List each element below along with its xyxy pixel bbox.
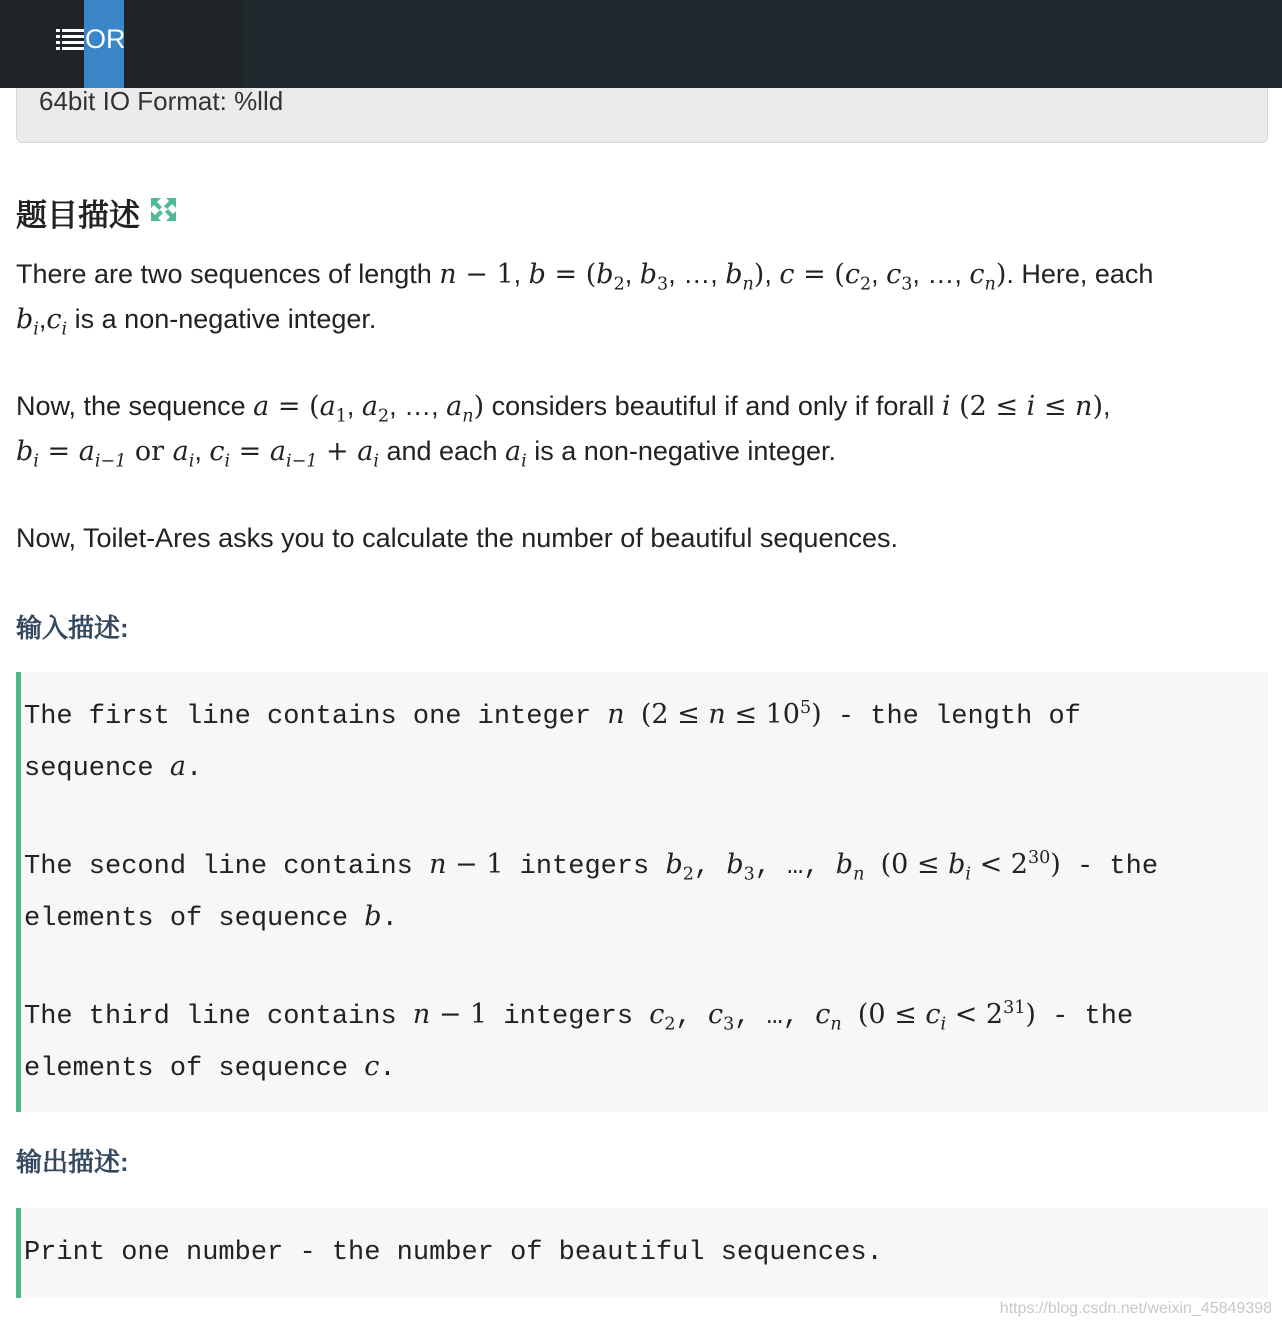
output-line-1: Print one number - the number of beautiful sequences. xyxy=(24,1238,883,1268)
top-navbar xyxy=(0,0,1282,88)
list-icon[interactable] xyxy=(56,28,84,50)
watermark: https://blog.csdn.net/weixin_45849398 xyxy=(999,1300,1272,1317)
input-line-2: sequence a. xyxy=(24,751,203,784)
input-line-4: elements of sequence b. xyxy=(24,901,398,934)
expand-icon[interactable] xyxy=(150,197,177,222)
description-paragraph-3: Now, Toilet-Ares asks you to calculate the number of beautiful sequences. xyxy=(16,523,898,553)
input-line-6: elements of sequence c. xyxy=(24,1051,396,1084)
input-description-title: 输入描述: xyxy=(16,613,129,643)
problem-info-box xyxy=(16,88,1268,143)
brand-logo-text[interactable]: OR xyxy=(85,24,126,54)
io-format: 64bit IO Format: %lld xyxy=(39,86,284,116)
problem-description-title: 题目描述 xyxy=(16,198,140,233)
description-paragraph-2: Now, the sequence $a = (a_1$, $a_2$, …, $a_n$) considers beautiful if and only if forall i (2 ≤ i ≤ n), $b_i = a_{i-1}$ or $a_i$, $c_i = a_{i-1} + a_i$ and each $a_i$ is a non-negative integer. xyxy=(16,391,1111,472)
description-paragraph-1: There are two sequences of length n − 1, $b = (b_2$, $b_3$, …, $b_n$), $c = (c_2$, $c_3$, …, $c_n$). Here, each $b_i,c_i$ is a non-negative integer. xyxy=(16,259,1154,340)
input-line-3: The second line contains n − 1 integers $b_2$, $b_3$, …, $b_n$ $(0 \le b_i < 2^{30})$ - the xyxy=(24,848,1159,885)
output-description-title: 输出描述: xyxy=(16,1147,129,1177)
input-line-5: The third line contains n − 1 integers $c_2$, $c_3$, …, $c_n$ $(0 \le c_i < 2^{31})$ - the xyxy=(24,998,1134,1035)
input-line-1: The first line contains one integer n $(2 \le n \le 10^5)$ - the length of xyxy=(24,698,1081,732)
